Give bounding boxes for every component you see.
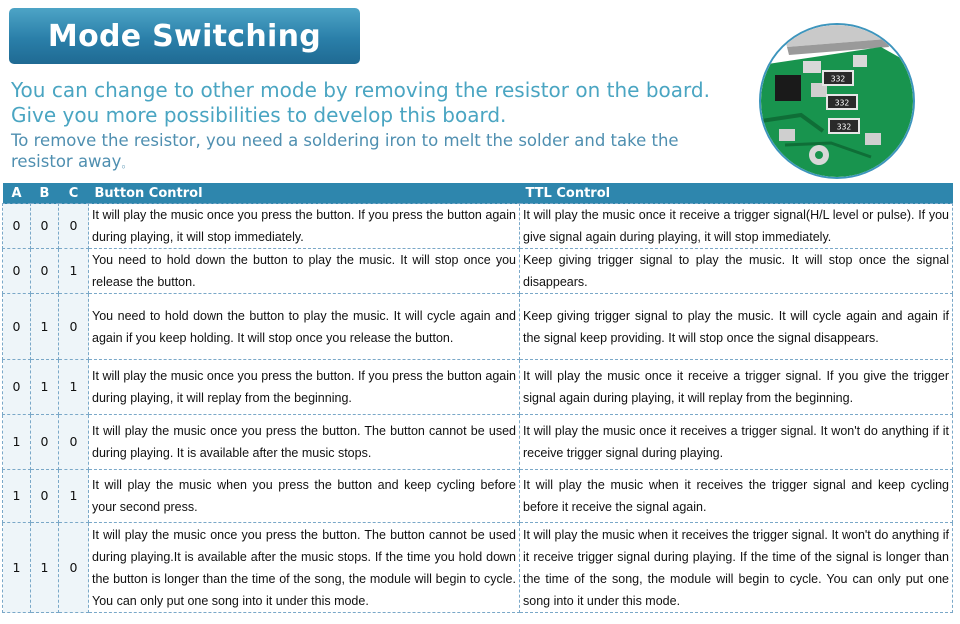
cell-ttl-control: It will play the music once it receives a trigger signal. It won't do anything if it receive trigger signal during playing.	[520, 415, 953, 470]
column-header-a: A	[3, 183, 31, 204]
board-photo	[759, 23, 915, 179]
soldering-note	[11, 130, 731, 174]
cell-c: 1	[59, 470, 89, 523]
cell-a: 0	[3, 204, 31, 249]
cell-button-control: It will play the music once you press the button. If you press the button again during playing, it will replay from the beginning.	[89, 360, 520, 415]
table-header-row	[3, 183, 953, 204]
table-row	[3, 523, 953, 613]
cell-c: 0	[59, 204, 89, 249]
cell-b: 0	[31, 249, 59, 294]
cell-button-control: It will play the music once you press the button. The button cannot be used during playing.It is available after the music stops. If the time you hold down the button is longer than the time of the song, the module will begin to cycle. You can only put one song into it under this mode.	[89, 523, 520, 613]
column-header-button-control: Button Control	[89, 183, 520, 204]
cell-c: 0	[59, 415, 89, 470]
cell-ttl-control: Keep giving trigger signal to play the music. It will stop once the signal disappears.	[520, 249, 953, 294]
table-row	[3, 415, 953, 470]
table-row	[3, 204, 953, 249]
cell-button-control: You need to hold down the button to play the music. It will stop once you release the button.	[89, 249, 520, 294]
cell-button-control: You need to hold down the button to play the music. It will cycle again and again if you keep holding. It will stop once you release the button.	[89, 294, 520, 360]
cell-a: 1	[3, 415, 31, 470]
cell-b: 1	[31, 523, 59, 613]
intro-line-2: Give you more possibilities to develop this board.	[11, 103, 507, 127]
cell-b: 0	[31, 204, 59, 249]
soldering-note-period: 。	[121, 157, 133, 170]
cell-a: 1	[3, 523, 31, 613]
intro-line-1: You can change to other mode by removing the resistor on the board.	[11, 78, 710, 102]
column-header-ttl-control: TTL Control	[520, 183, 953, 204]
cell-a: 0	[3, 360, 31, 415]
cell-c: 1	[59, 249, 89, 294]
cell-b: 1	[31, 360, 59, 415]
board-photo-illustration	[761, 25, 913, 177]
cell-ttl-control: It will play the music once it receive a trigger signal. If you give the trigger signal again during playing, it will replay from the beginning.	[520, 360, 953, 415]
cell-c: 0	[59, 294, 89, 360]
resistor-marking-1: 332	[830, 74, 846, 84]
cell-b: 1	[31, 294, 59, 360]
column-header-b: B	[31, 183, 59, 204]
cell-c: 0	[59, 523, 89, 613]
cell-a: 0	[3, 249, 31, 294]
mode-table	[2, 183, 953, 613]
soldering-note-text: To remove the resistor, you need a soldering iron to melt the solder and take the resistor away	[11, 131, 679, 171]
column-header-c: C	[59, 183, 89, 204]
table-row	[3, 249, 953, 294]
cell-a: 1	[3, 470, 31, 523]
resistor-marking-2: 332	[834, 98, 850, 108]
cell-b: 0	[31, 470, 59, 523]
cell-button-control: It will play the music when you press the button and keep cycling before your second press.	[89, 470, 520, 523]
cell-ttl-control: It will play the music once it receive a trigger signal(H/L level or pulse). If you give signal again during playing, it will stop immediately.	[520, 204, 953, 249]
resistor-marking-3: 332	[836, 122, 852, 132]
cell-button-control: It will play the music once you press the button. The button cannot be used during playing. It is available after the music stops.	[89, 415, 520, 470]
cell-ttl-control: Keep giving trigger signal to play the music. It will cycle again and again if the signal keep providing. It will stop once the signal disappears.	[520, 294, 953, 360]
table-row	[3, 470, 953, 523]
cell-a: 0	[3, 294, 31, 360]
table-row	[3, 360, 953, 415]
cell-ttl-control: It will play the music when it receives the trigger signal and keep cycling before it receive the signal again.	[520, 470, 953, 523]
page-title: Mode Switching	[9, 8, 360, 64]
cell-ttl-control: It will play the music when it receives the trigger signal. It won't do anything if it receive trigger signal during playing. If the time of the signal is longer than the time of the song, the module will begin to cycle. You can only put one song into it under this mode.	[520, 523, 953, 613]
cell-c: 1	[59, 360, 89, 415]
cell-button-control: It will play the music once you press the button. If you press the button again during playing, it will stop immediately.	[89, 204, 520, 249]
table-row	[3, 294, 953, 360]
cell-b: 0	[31, 415, 59, 470]
